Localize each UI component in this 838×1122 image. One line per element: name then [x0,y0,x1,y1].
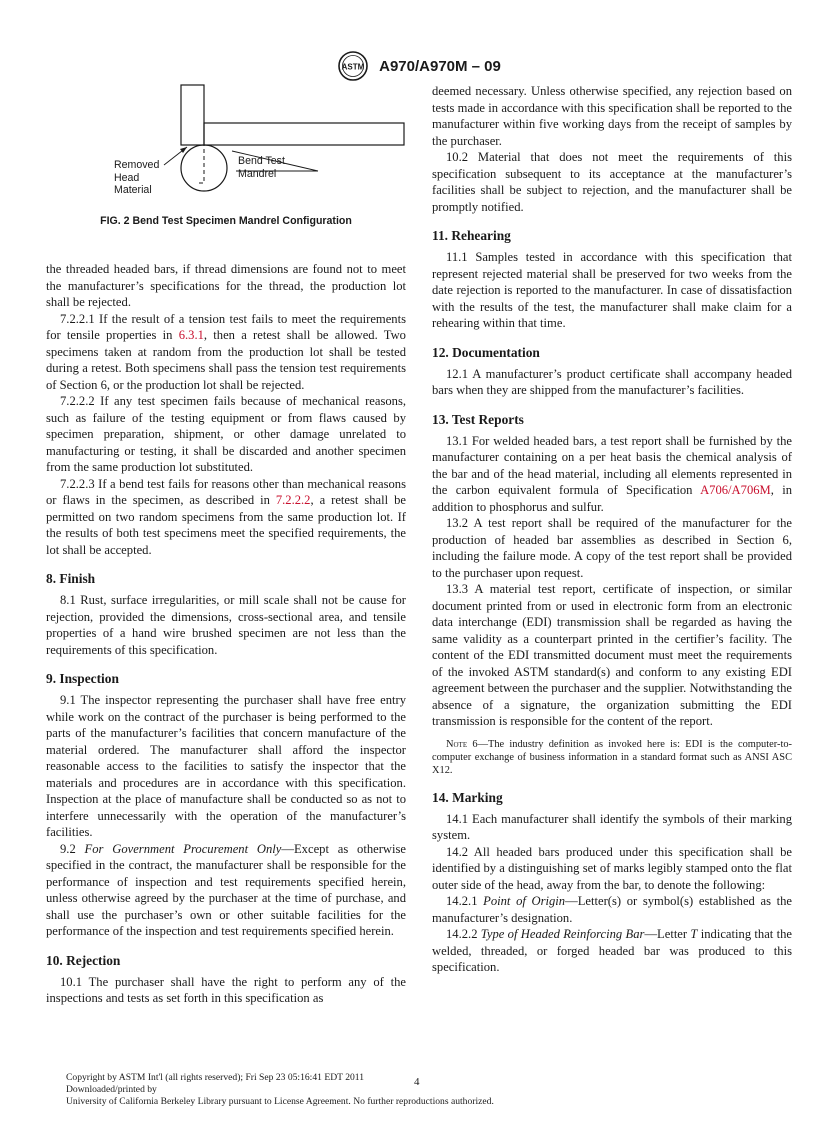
paragraph-11-1: 11.1 Samples tested in accordance with this specification that represent rejected material shall be preserved for two weeks from the date rejection is reported to the manufacturer. In case of dissatisfaction with the results of the test, the manufacturer shall make claim for a rehearing within that time. [432,250,792,330]
paragraph-7-2-2-1: 7.2.2.1 If the result of a tension test fails to meet the requirements for tensile properties in 6.3.1, then a retest shall be allowed. Two specimens taken at random from the production lot shall be tested during a retest. Both specimens shall pass the tension test requirements of Section 6, or the production lot shall be rejected. [46,311,406,392]
footer-copyright: Copyright by ASTM Int'l (all rights reserved); Fri Sep 23 05:16:41 EDT 2011 [66,1072,365,1083]
paragraph: the threaded headed bars, if thread dimensions are found not to meet the manufacturer’s specifications for the thread, the production lot shall be rejected. [46,262,406,309]
bend-test-diagram [46,83,406,213]
paragraph-7-2-2-3: 7.2.2.3 If a bend test fails for reasons other than mechanical reasons or flaws in the specimen, as described in 7.2.2.2, a retest shall be permitted on two random specimens from the same production lot. If the results of both test specimens meet the specified requirements, the lot shall be accepted. [46,476,406,557]
page-number: 4 [414,1076,420,1088]
paragraph-9-1: 9.1 The inspector representing the purchaser shall have free entry while work on the contract of the purchaser is being performed to the parts of the manufacturer’s facilities that concern manufacture of the material ordered. The manufacturer shall afford the inspector reasonable access to the facilities to satisfy the inspector that the materials and procedures are in accordance with this specification. Inspection at the place of manufacture shall be conducted so as not to interfere unnecessarily with the operation of the manufacturer’s facilities. [46,693,406,839]
section-heading-documentation: 12. Documentation [432,344,540,360]
label-bend-test-mandrel: Bend Test Mandrel [238,155,285,180]
paragraph-9-2: 9.2 For Government Procurement Only—Except as otherwise specified in the contract, the manufacturer shall be responsible for the performance of inspection and test requirements specified herein, unless otherwise agreed by the purchaser at the time of purchase, and shall use the purchaser’s own or other suitable facilities for the performance of the inspection and test requirements specified herein. [46,841,406,938]
figure-caption: FIG. 2 Bend Test Specimen Mandrel Configuration [100,215,352,227]
paragraph-14-1: 14.1 Each manufacturer shall identify the symbols of their marking system. [432,811,792,842]
paragraph-13-2: 13.2 A test report shall be required of the manufacturer for the production of headed bar assemblies as described in Section 6, including the failure mode. A copy of the test report shall be provided to the purchaser upon request. [432,516,792,580]
paragraph-13-3: 13.3 A material test report, certificate of inspection, or similar document printed from or used in electronic form from an electronic data interchange (EDI) transmission shall be regarded as having the same validity as a counterpart printed in the certifier’s facility. The content of the EDI transmitted document must meet the requirements of the invoked ASTM standard(s) and conform to any existing EDI agreement between the purchaser and the supplier. Notwithstanding the absence of a signature, the organization submitting the EDI transmission is responsible for the content of the report. [432,582,792,728]
figure-2 [46,83,406,243]
page-footer [66,1072,494,1108]
footer-license: University of California Berkeley Library pursuant to License Agreement. No further reproductions authorized. [66,1096,494,1107]
section-heading-test-reports: 13. Test Reports [432,411,524,427]
section-heading-rehearing: 11. Rehearing [432,228,511,243]
section-heading-inspection: 9. Inspection [46,671,119,686]
xref-link[interactable]: 6.3.1 [178,328,204,342]
note-6: Note 6—The industry definition as invoked here is: EDI is the computer-to-computer exchange of business information in a standard format such as ANSI ASC X12. [432,738,793,776]
paragraph-10-2: 10.2 Material that does not meet the requirements of this specification subsequent to its acceptance at the manufacturer’s facilities shall be subject to rejection, and the manufacturer shall be promptly notified. [432,150,792,214]
paragraph-13-1: 13.1 For welded headed bars, a test report shall be furnished by the manufacturer containing on a per heat basis the chemical analysis of the bar and of the head material, including all elements represented in the carbon equivalent formula of Specification A706/A706M, in addition to phosphorus and sulfur. [432,433,792,514]
page-header [0,50,838,82]
label-removed-head-material: Removed Head Material [114,159,160,196]
paragraph-14-2: 14.2 All headed bars produced under this specification shall be identified by a distinguishing set of marks legibly stamped onto the flat outer side of the head, away from the bar, to denote the following: [432,844,792,892]
footer-downloaded: Downloaded/printed by [66,1084,157,1095]
paragraph-10-1: 10.1 The purchaser shall have the right to perform any of the inspections and tests as set forth in this specification as [46,974,406,1005]
paragraph-8-1: 8.1 Rust, surface irregularities, or mill scale shall not be cause for rejection, provided the dimensions, cross-sectional area, and tensile properties of a hand wire brushed specimen are not less than the requirements of this specification. [46,593,406,657]
paragraph-7-2-2-2: 7.2.2.2 If any test specimen fails because of mechanical reasons, such as failure of the testing equipment or from flaws caused by specimen preparation, shipment, or other damage unrelated to manufacturing or testing, it shall be discarded and another specimen from the same production lot substituted. [46,394,406,474]
xref-link[interactable]: 7.2.2.2 [275,493,311,507]
astm-logo-icon [337,50,369,82]
left-column [46,83,406,1007]
paragraph: deemed necessary. Unless otherwise specified, any rejection based on tests made in accordance with this specification shall be reported to the manufacturer within five working days from the receipt of samples by the purchaser. [432,84,792,148]
section-heading-marking: 14. Marking [432,789,503,805]
paragraph-14-2-2: 14.2.2 Type of Headed Reinforcing Bar—Letter T indicating that the welded, threaded, or forged headed bar was produced to this specification. [432,927,793,974]
svg-text:ASTM: ASTM [341,62,365,72]
xref-link[interactable]: A706/A706M [700,483,771,497]
section-heading-finish: 8. Finish [46,571,96,586]
document-id: A970/A970M – 09 [379,57,501,75]
right-column [432,83,792,976]
paragraph-12-1: 12.1 A manufacturer’s product certificate shall accompany headed bars when they are shipped from the manufacturer’s facilities. [432,366,792,397]
section-heading-rejection: 10. Rejection [46,952,121,968]
paragraph-14-2-1: 14.2.1 Point of Origin—Letter(s) or symbol(s) established as the manufacturer’s designation. [432,894,792,925]
